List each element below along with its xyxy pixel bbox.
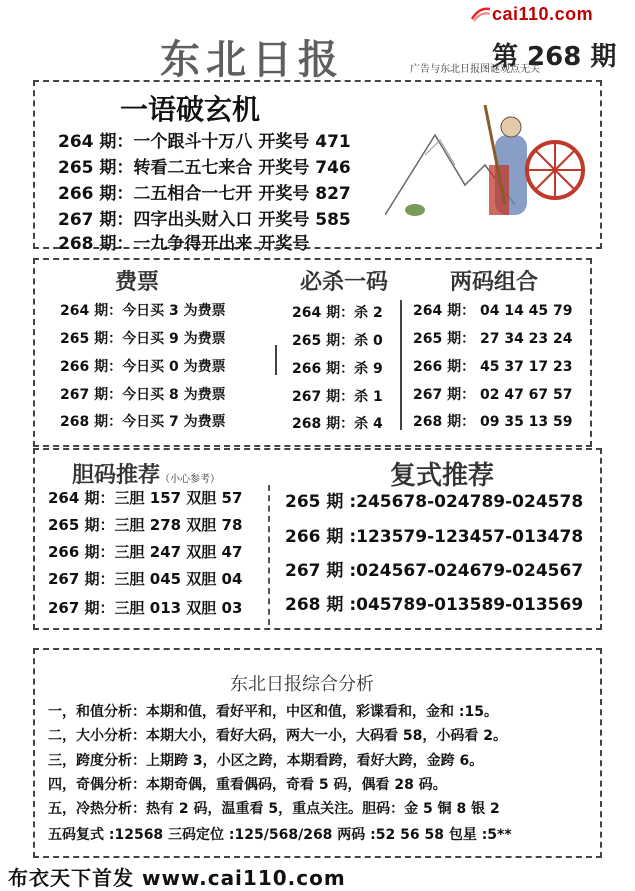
analysis-row: 二，大小分析：本期大小，看好大码，两大一小，大码看 58，小码看 2。 <box>48 728 507 744</box>
danma-title <box>72 458 220 489</box>
shayi-row: 268 期：杀 4 <box>292 416 383 432</box>
danma-row: 265 期：三胆 278 双胆 78 <box>48 516 243 534</box>
analysis-title: 东北日报综合分析 <box>230 674 374 695</box>
liangma-title: 两码组合 <box>450 269 539 295</box>
analysis-row: 一，和值分析：本期和值，看好平和，中区和值，彩谍看和，金和 :15。 <box>48 704 498 720</box>
analysis-row: 五，冷热分析：热有 2 码，温重看 5，重点关注。胆码：金 5 铜 8 银 2 <box>48 801 500 817</box>
liangma-row: 267 期： 02 47 67 57 <box>413 387 573 403</box>
danma-row: 267 期：三胆 045 双胆 04 <box>48 570 243 588</box>
site-logo-text: cai110.com <box>492 4 594 24</box>
analysis-row: 四，奇偶分析：本期奇偶，重看偶码，奇看 5 码，偶看 28 码。 <box>48 777 447 793</box>
yiyu-row: 267 期：四字出头财入口 开奖号 585 <box>58 210 351 230</box>
yiyu-row: 264 期：一个跟斗十万八 开奖号 471 <box>58 132 351 152</box>
danma-row: 266 期：三胆 247 双胆 47 <box>48 543 243 561</box>
liangma-row: 265 期： 27 34 23 24 <box>413 331 573 347</box>
feipiao-row: 265 期：今日买 9 为费票 <box>60 331 226 347</box>
yiyu-title: 一语破玄机 <box>120 93 261 126</box>
danma-row: 264 期：三胆 157 双胆 57 <box>48 489 243 507</box>
fushi-row: 266 期 :123579-123457-013478 <box>285 527 584 547</box>
issue-number: 第 268 期 <box>492 42 617 72</box>
masthead-title: 东北日报 <box>160 36 344 83</box>
danma-row: 267 期：三胆 013 双胆 03 <box>48 599 243 617</box>
shayi-row: 267 期：杀 1 <box>292 389 383 405</box>
footer-text: 布衣天下首发 www.cai110.com <box>8 866 346 890</box>
fushi-row: 267 期 :024567-024679-024567 <box>285 561 584 581</box>
feipiao-title: 费票 <box>115 269 160 295</box>
feipiao-row: 266 期：今日买 0 为费票 <box>60 359 226 375</box>
analysis-row: 五码复式 :12568 三码定位 :125/568/268 两码 :52 56 58 包星 :5** <box>48 827 512 843</box>
danma-note: （小心参考） <box>160 474 221 485</box>
yiyu-row: 265 期：转看二五七来合 开奖号 746 <box>58 158 351 178</box>
logo-mark-icon <box>470 5 492 23</box>
analysis-row: 三，跨度分析：上期跨 3，小区之跨，本期看跨，看好大跨，金跨 6。 <box>48 753 484 769</box>
shayi-title: 必杀一码 <box>300 269 389 295</box>
feipiao-row: 264 期：今日买 3 为费票 <box>60 303 226 319</box>
danma-title-text: 胆码推荐 <box>72 462 161 488</box>
fushi-title: 复式推荐 <box>390 461 495 491</box>
feipiao-row: 267 期：今日买 8 为费票 <box>60 387 226 403</box>
site-logo <box>470 4 593 25</box>
illustration <box>385 95 595 235</box>
divider <box>275 345 277 375</box>
shayi-row: 266 期：杀 9 <box>292 361 383 377</box>
feipiao-row: 268 期：今日买 7 为费票 <box>60 414 226 430</box>
yiyu-row: 268 期：一九争得开出来 开奖号 <box>58 234 310 254</box>
shayi-row: 264 期：杀 2 <box>292 305 383 321</box>
liangma-row: 264 期： 04 14 45 79 <box>413 303 573 319</box>
divider <box>400 300 402 430</box>
disclaimer-text: 广告与东北日报图谜观点无关 <box>410 64 540 75</box>
shayi-row: 265 期：杀 0 <box>292 333 383 349</box>
fushi-row: 265 期 :245678-024789-024578 <box>285 492 584 512</box>
liangma-row: 268 期： 09 35 13 59 <box>413 414 573 430</box>
liangma-row: 266 期： 45 37 17 23 <box>413 359 573 375</box>
yiyu-row: 266 期：二五相合一七开 开奖号 827 <box>58 184 351 204</box>
divider <box>268 485 270 625</box>
fushi-row: 268 期 :045789-013589-013569 <box>285 595 584 615</box>
sage-with-wheel-illustration <box>385 95 595 235</box>
